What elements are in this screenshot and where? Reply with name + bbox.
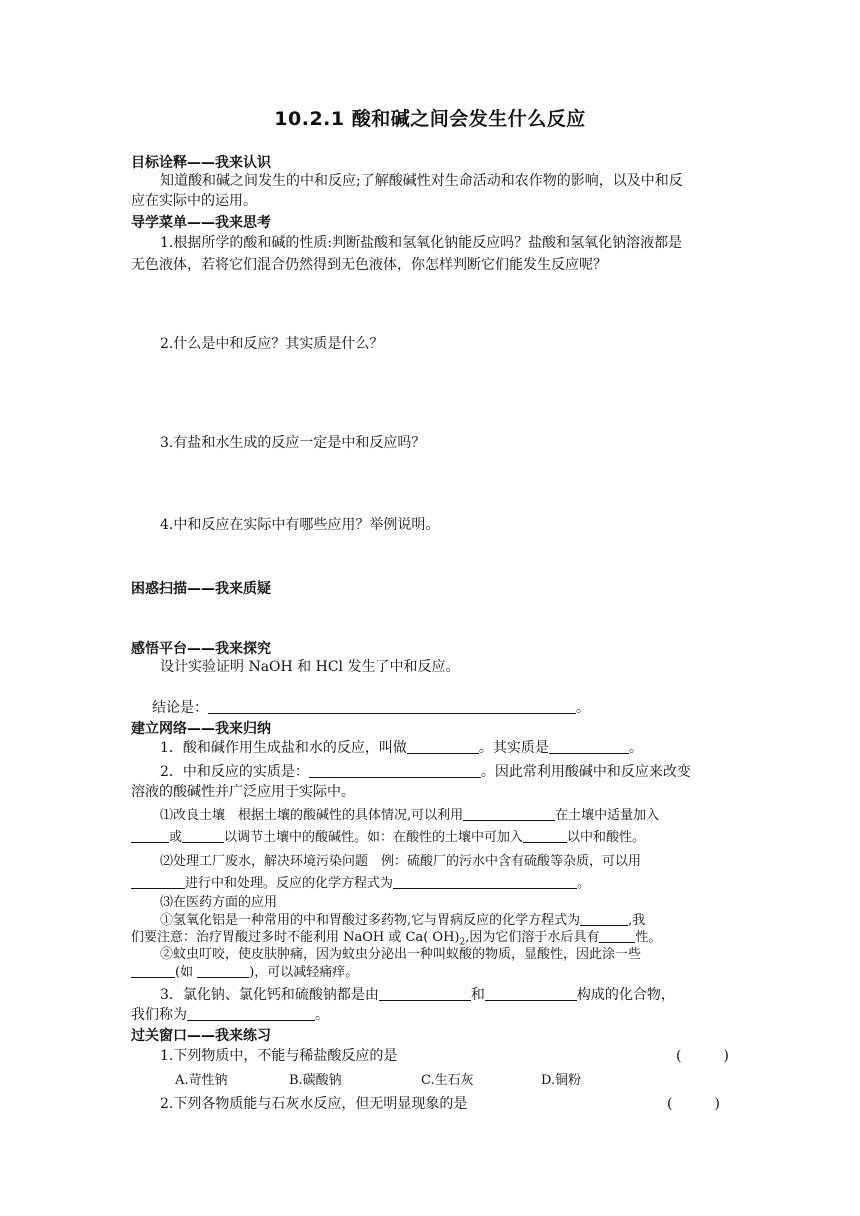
practice-question-2: 2.下列各物质能与石灰水反应，但无明显现象的是: [160, 1096, 468, 1112]
medicine-item-2-line2: (如 )，可以减轻痛痒。: [131, 963, 358, 983]
practice-question-2-answer[interactable]: ( ): [667, 1096, 720, 1112]
network-item-3-line1: 3．氯化钠、氯化钙和硫酸钠都是由 和 构成的化合物，: [160, 987, 675, 1003]
blank-waste-equation[interactable]: [393, 874, 577, 889]
section-heading-practice: 过关窗口——我来练习: [131, 1028, 271, 1044]
blank-property[interactable]: [599, 928, 635, 943]
blank-essence[interactable]: [549, 739, 629, 754]
blank-mosquito-a[interactable]: [131, 963, 175, 978]
page-title: 10.2.1 酸和碱之间会发生什么反应: [274, 108, 586, 130]
section-heading-guide: 导学菜单——我来思考: [131, 215, 271, 231]
blank-reaction-essence[interactable]: [309, 763, 481, 778]
conclusion-end: 。: [576, 700, 590, 716]
blank-waste-substance[interactable]: [131, 874, 185, 889]
blank-soil-c[interactable]: [523, 828, 567, 843]
option-a[interactable]: A.苛性钠: [175, 1073, 228, 1088]
option-d[interactable]: D.铜粉: [541, 1073, 582, 1088]
blank-soil-b[interactable]: [182, 828, 224, 843]
guide-question-4: 4.中和反应在实际中有哪些应用？举例说明。: [160, 517, 440, 533]
blank-aluminum-equation[interactable]: [580, 911, 628, 926]
blank-ion-b[interactable]: [485, 986, 577, 1001]
blank-neutralization-name[interactable]: [407, 739, 479, 754]
network-item-3-line2: 我们称为 。: [131, 1007, 329, 1023]
blank-soil-a[interactable]: [131, 828, 169, 843]
medicine-heading: ⑶在医药方面的应用: [160, 895, 278, 910]
blank-salt[interactable]: [187, 1006, 315, 1021]
medicine-item-1-line2: 们要注意：治疗胃酸过多时不能利用 NaOH 或 Ca( $OH)_2$,因为它们溶于水后具有 性。: [131, 930, 662, 948]
network-item-2-line1: 2．中和反应的实质是： 。因此常利用酸碱中和反应来改变: [160, 764, 691, 780]
practice-question-1: 1.下列物质中，不能与稀盐酸反应的是: [160, 1048, 398, 1064]
medicine-item-2-line1: ②蚊虫叮咬，使皮肤肿痛，因为蚊虫分泌出一种叫蚁酸的物质，显酸性，因此涂一些: [160, 947, 642, 962]
soil-line2: 或 以调节土壤中的酸碱性。如：在酸性的土壤中可加入 以中和酸性。: [131, 828, 645, 848]
network-item-1: 1．酸和碱作用生成盐和水的反应，叫做 。其实质是 。: [160, 740, 643, 756]
practice-question-1-options: [175, 1071, 581, 1091]
waste-water-line2: 进行中和处理。反应的化学方程式为 。: [131, 874, 590, 894]
guide-question-2: 2.什么是中和反应？其实质是什么？: [160, 336, 384, 352]
conclusion-blank[interactable]: [208, 699, 576, 714]
blank-mosquito-b[interactable]: [197, 963, 249, 978]
goal-text-line2: 应在实际中的运用。: [131, 193, 257, 209]
option-b[interactable]: B.碳酸钠: [289, 1073, 342, 1088]
section-heading-network: 建立网络——我来归纳: [131, 721, 271, 737]
section-heading-goal: 目标诠释——我来认识: [131, 155, 271, 171]
guide-question-1-line1: 1.根据所学的酸和碱的性质:判断盐酸和氢氧化钠能反应吗？盐酸和氢氧化钠溶液都是: [160, 235, 683, 251]
section-heading-explore: 感悟平台——我来探究: [131, 641, 271, 657]
waste-water-line1: ⑵处理工厂废水，解决环境污染问题 例：硫酸厂的污水中含有硫酸等杂质，可以用: [160, 854, 642, 869]
blank-ion-a[interactable]: [379, 986, 471, 1001]
practice-question-1-answer[interactable]: ( ): [676, 1048, 729, 1064]
blank-soil-substance[interactable]: [463, 806, 555, 821]
medicine-item-1-line1: ①氢氧化铝是一种常用的中和胃酸过多药物,它与胃病反应的化学方程式为 ,我: [160, 913, 646, 928]
guide-question-1-line2: 无色液体，若将它们混合仍然得到无色液体，你怎样判断它们能发生反应呢？: [131, 257, 607, 273]
soil-line1: ⑴改良土壤 根据土壤的酸碱性的具体情况,可以利用 在土壤中适量加入: [160, 808, 660, 823]
network-item-2-line2: 溶液的酸碱性并广泛应用于实际中。: [131, 784, 355, 800]
conclusion-line: [152, 698, 590, 718]
explore-task: 设计实验证明 NaOH 和 HCl 发生了中和反应。: [160, 659, 460, 675]
section-heading-doubt: 困惑扫描——我来质疑: [131, 581, 271, 597]
option-c[interactable]: C.生石灰: [421, 1073, 474, 1088]
goal-text-line1: 知道酸和碱之间发生的中和反应;了解酸碱性对生命活动和农作物的影响，以及中和反: [160, 173, 683, 189]
guide-question-3: 3.有盐和水生成的反应一定是中和反应吗？: [160, 435, 426, 451]
conclusion-label: 结论是：: [152, 700, 208, 716]
